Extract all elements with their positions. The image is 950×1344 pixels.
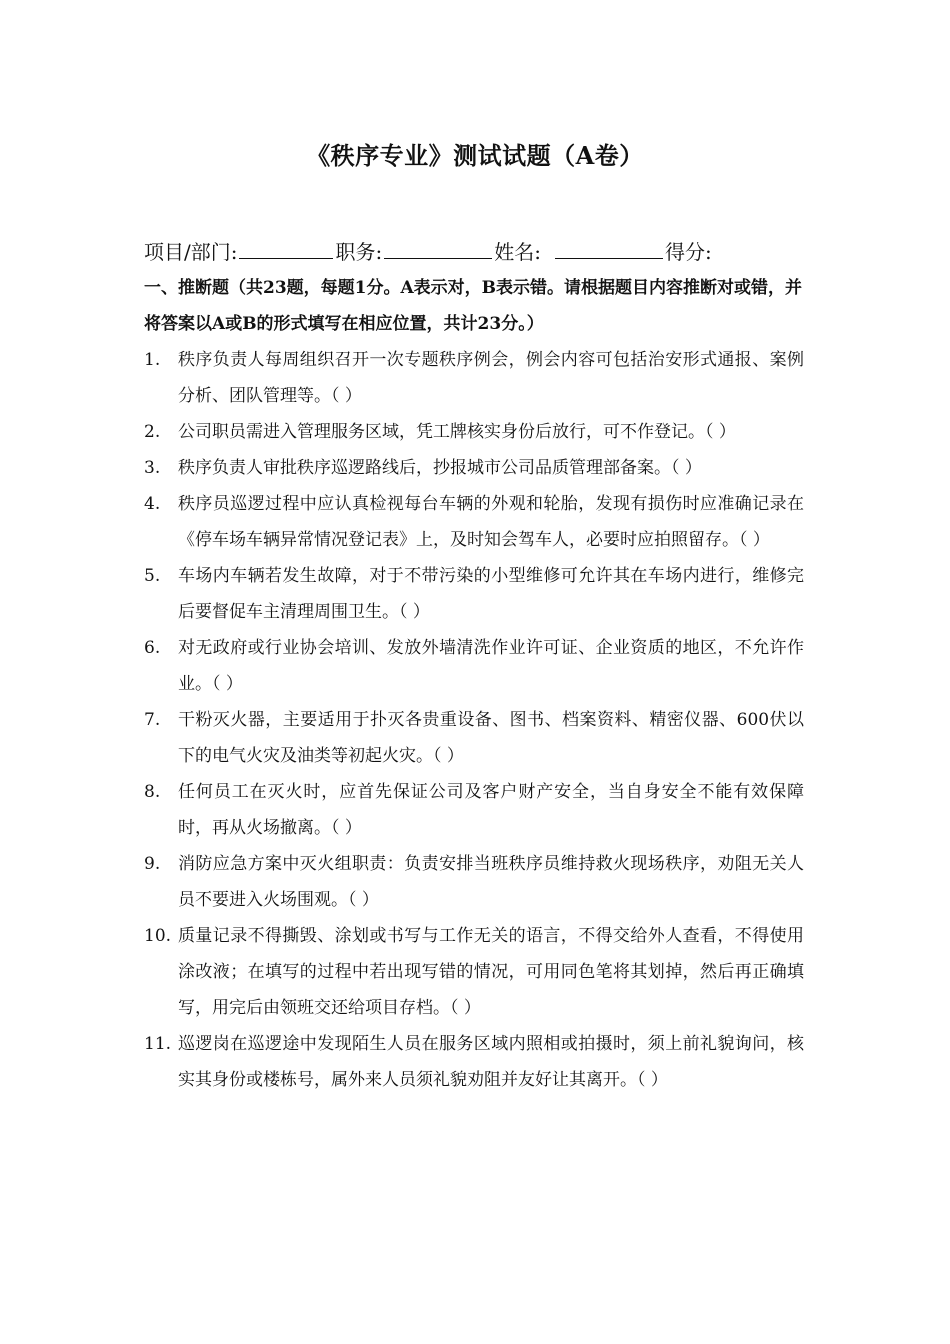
question-list: [144, 342, 804, 1098]
question-number: 2.: [144, 422, 161, 442]
question-text: 干粉灭火器，主要适用于扑灭各贵重设备、图书、档案资料、精密仪器、600伏以下的电气火灾及油类等初起火灾。（ ）: [178, 710, 804, 766]
question-item: [144, 414, 804, 450]
question-text: 秩序员巡逻过程中应认真检视每台车辆的外观和轮胎，发现有损伤时应准确记录在《停车场车辆异常情况登记表》上，及时知会驾车人，必要时应拍照留存。（ ）: [178, 494, 804, 550]
question-number: 11.: [144, 1034, 172, 1054]
question-number: 4.: [144, 494, 161, 514]
question-number: 6.: [144, 638, 161, 658]
question-text: 秩序负责人审批秩序巡逻路线后，抄报城市公司品质管理部备案。（ ）: [178, 458, 702, 478]
question-text: 任何员工在灭火时，应首先保证公司及客户财产安全，当自身安全不能有效保障时，再从火场撤离。（ ）: [178, 782, 804, 838]
dept-label: 项目/部门:: [144, 240, 238, 264]
question-text: 消防应急方案中灭火组职责：负责安排当班秩序员维持救火现场秩序，劝阻无关人员不要进入火场围观。（ ）: [178, 854, 804, 910]
question-text: 巡逻岗在巡逻途中发现陌生人员在服务区域内照相或拍摄时，须上前礼貌询问，核实其身份或楼栋号，属外来人员须礼貌劝阻并友好让其离开。（ ）: [178, 1034, 804, 1090]
position-blank: [384, 238, 492, 259]
question-number: 9.: [144, 854, 161, 874]
question-item: [144, 918, 804, 1026]
question-text: 公司职员需进入管理服务区域，凭工牌核实身份后放行，可不作登记。（ ）: [178, 422, 736, 442]
position-label: 职务:: [335, 240, 383, 264]
question-item: [144, 486, 804, 558]
question-text: 质量记录不得撕毁、涂划或书写与工作无关的语言，不得交给外人查看，不得使用涂改液；在填写的过程中若出现写错的情况，可用同色笔将其划掉，然后再正确填写，用完后由领班交还给项目存档。（ ）: [178, 926, 804, 1018]
question-number: 8.: [144, 782, 161, 802]
score-label: 得分:: [664, 240, 712, 264]
question-item: [144, 342, 804, 414]
question-number: 7.: [144, 710, 161, 730]
question-item: [144, 450, 804, 486]
dept-blank: [239, 238, 333, 259]
question-text: 秩序负责人每周组织召开一次专题秩序例会，例会内容可包括治安形式通报、案例分析、团队管理等。（ ）: [178, 350, 804, 406]
name-blank: [555, 238, 663, 259]
question-number: 10.: [144, 926, 172, 946]
question-item: [144, 630, 804, 702]
question-number: 3.: [144, 458, 161, 478]
info-line: [144, 236, 712, 265]
section-heading: 一、推断题（共23题，每题1分。A表示对，B表示错。请根据题目内容推断对或错，并将答案以A或B的形式填写在相应位置，共计23分。）: [144, 278, 803, 334]
question-text: 对无政府或行业协会培训、发放外墙清洗作业许可证、企业资质的地区，不允许作业。（ ）: [178, 638, 804, 694]
question-text: 车场内车辆若发生故障，对于不带污染的小型维修可允许其在车场内进行，维修完后要督促车主清理周围卫生。（ ）: [178, 566, 804, 622]
name-label: 姓名:: [494, 240, 541, 264]
page-title: 《秩序专业》测试试题（A卷）: [306, 141, 644, 170]
question-item: [144, 702, 804, 774]
question-item: [144, 846, 804, 918]
question-item: [144, 774, 804, 846]
question-item: [144, 1026, 804, 1098]
question-item: [144, 558, 804, 630]
question-number: 5.: [144, 566, 161, 586]
question-number: 1.: [144, 350, 161, 370]
